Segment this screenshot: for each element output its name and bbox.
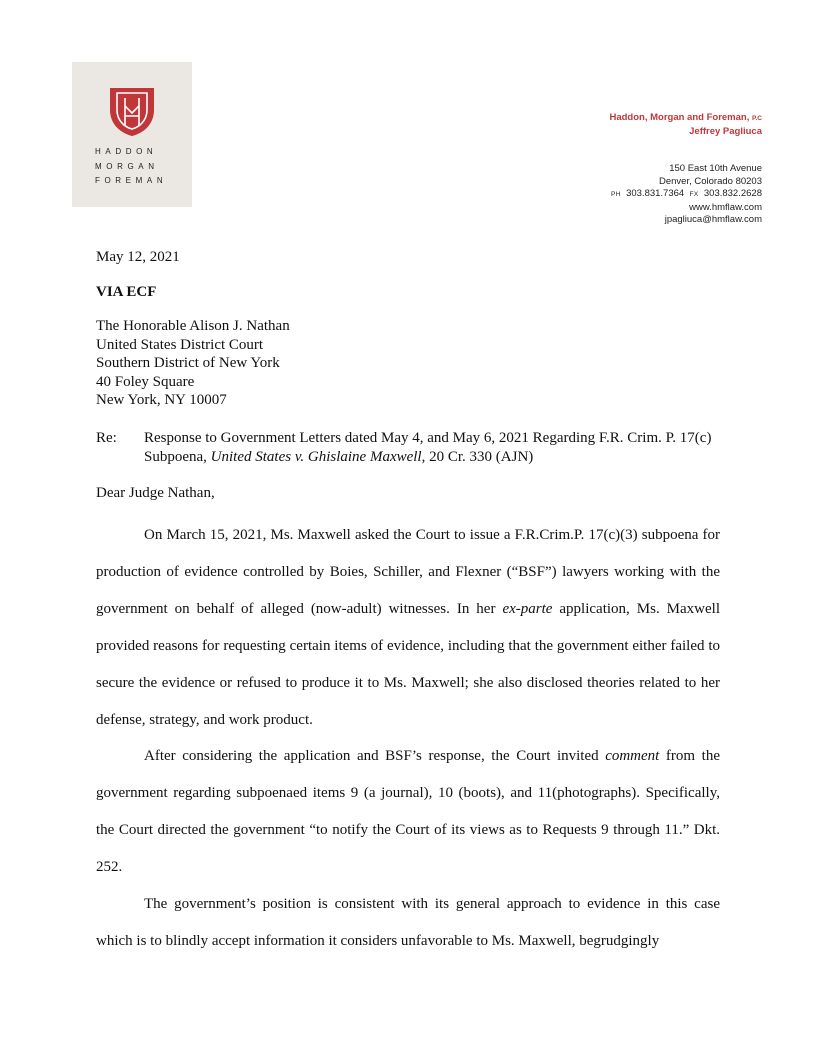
shield-logo-icon [108,86,156,138]
para1-emphasis: ex-parte [502,600,553,617]
fax-label: FX [689,191,699,198]
addressee-line: New York, NY 10007 [96,392,227,408]
re-text-2: , 20 Cr. 330 (AJN) [421,448,534,465]
para2-text-b: from the government regarding subpoenaed items 9 (a journal), 10 (boots), and 11(photographs). Specifically, the Court directed the government “to notify the Court of its views as to Requests 9 through 11.” Dkt. 252. [96,748,720,876]
address-line-2: Denver, Colorado 80203 [659,175,762,187]
firm-suffix: P.C [752,115,762,122]
email-link[interactable]: jpagliuca@hmflaw.com [664,214,762,225]
firm-name: Haddon, Morgan and Foreman, [609,112,750,123]
attorney-name: Jeffrey Pagliuca [689,126,762,137]
re-label: Re: [96,430,117,446]
addressee-line: United States District Court [96,336,264,353]
para2-text-a: After considering the application and BSF’s response, the Court invited [144,748,606,765]
paragraph-2 [96,738,720,886]
addressee-block [96,317,290,410]
re-case-name: United States v. Ghislaine Maxwell [210,448,422,465]
firm-logo [72,62,192,207]
delivery-method: VIA ECF [96,284,157,300]
website-link[interactable]: www.hmflaw.com [689,201,762,213]
contact-block [611,163,762,227]
phone-number: 303.831.7364 [626,188,685,199]
para1-text-a: On March 15, 2021, Ms. Maxwell asked the Court to issue a F.R.Crim.P. 17(c)(3) subpoena for production of evidence controlled by Boies, Schiller, and Flexner (“BSF”) lawyers working with the government on behalf of alleged (now-adult) witnesses. In her [96,527,720,617]
logo-line-2: MORGAN [95,161,159,171]
addressee-line: 40 Foley Square [96,373,195,390]
phone-fax-line [611,188,762,202]
logo-monogram: HMF [130,136,134,137]
re-subject [144,429,736,466]
logo-wordmark [95,145,167,189]
letter-date: May 12, 2021 [96,249,180,265]
firm-header [609,111,762,138]
para1-text-b: application, Ms. Maxwell provided reasons for requesting certain items of evidence, including that the government either failed to secure the evidence or refused to produce it to Ms. Maxwell; she also disclosed theories related to her defense, strategy, and work product. [96,600,720,728]
addressee-line: Southern District of New York [96,355,280,371]
para2-emphasis: comment [605,748,660,765]
letter-body [96,517,720,960]
fax-number: 303.832.2628 [703,188,762,199]
addressee-line: The Honorable Alison J. Nathan [96,318,290,334]
logo-line-1: HADDON [95,147,158,156]
paragraph-1 [96,517,720,738]
address-line-1: 150 East 10th Avenue [669,163,762,174]
logo-line-3: FOREMAN [95,176,168,185]
paragraph-3: The government’s position is consistent with its general approach to evidence in this case which is to blindly accept information it considers unfavorable to Ms. Maxwell, begrudgingly [96,896,720,949]
salutation: Dear Judge Nathan, [96,485,215,501]
re-text-1: Response to Government Letters dated May 4, and May 6, 2021 Regarding F.R. Crim. P. 17(c) Subpoena, [144,430,712,465]
re-line [96,429,736,466]
phone-label: PH [610,191,621,198]
